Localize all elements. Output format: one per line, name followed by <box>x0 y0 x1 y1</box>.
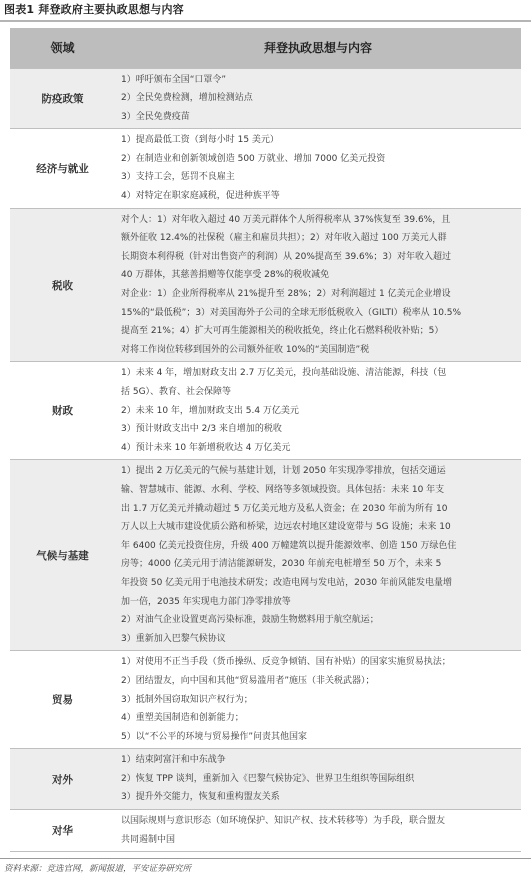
policy-content-cell <box>115 810 521 852</box>
policy-content-line: 括 5G）、教育、社会保障等 <box>121 387 232 397</box>
policy-content-line: 以国际规则与意识形态（如环境保护、知识产权、技术转移等）为手段，联合盟友 <box>121 816 446 827</box>
title-divider <box>0 20 531 22</box>
policy-content-line: 15%的“最低税”；3）对美国海外子公司的全球无形低税收入（GILTI）税率从 10.5% <box>121 307 462 318</box>
table-row <box>10 362 521 460</box>
policy-area-label: 气候与基建 <box>10 460 115 651</box>
policy-area-label: 经济与就业 <box>10 129 115 208</box>
policy-content-cell <box>115 129 521 208</box>
policy-content-line: 对企业：1）企业所得税率从 21%提升至 28%；2）对利润超过 1 亿美元企业增设 <box>121 289 451 300</box>
table-row <box>10 460 521 651</box>
policy-content-line: 1）对使用不正当手段（货币操纵、反竞争倾销、国有补贴）的国家实施贸易执法； <box>121 657 451 668</box>
column-header-content: 拜登执政思想与内容 <box>115 28 521 68</box>
policy-content-line: 3）提升外交能力，恢复和重构盟友关系 <box>121 792 280 803</box>
policy-content-line: 5）以“不公平的环境与贸易操作”问责其他国家 <box>121 731 308 742</box>
policy-content-line: 3）预计财政支出中 2/3 来自增加的税收 <box>121 424 282 435</box>
policy-content-line: 加一倍，2035 年实现电力部门净零排放等 <box>121 596 291 607</box>
policy-content-cell <box>115 460 521 651</box>
policy-area-label: 对华 <box>10 810 115 852</box>
policy-table <box>10 28 521 852</box>
policy-content-line: 4）重塑美国制造和创新能力； <box>121 713 244 724</box>
table-row <box>10 749 521 810</box>
policy-content-line: 2）未来 10 年，增加财政支出 5.4 万亿美元 <box>121 405 299 416</box>
table-row <box>10 208 521 362</box>
policy-area-label: 税收 <box>10 208 115 362</box>
policy-content-line: 额外征收 12.4%的社保税（雇主和雇员共担）；2）对年收入超过 100 万美元人群 <box>121 233 447 244</box>
policy-content-line: 3）抵制外国窃取知识产权行为； <box>121 694 253 705</box>
policy-content-line: 1）呼吁颁布全国“口罩令” <box>121 74 227 85</box>
table-header-row <box>10 28 521 68</box>
policy-content-line: 提高至 21%；4）扩大可再生能源相关的税收抵免，终止化石燃料税收补贴；5） <box>121 326 444 337</box>
policy-content-line: 4）对特定在职家庭减税，促进种族平等 <box>121 191 280 202</box>
policy-area-label: 对外 <box>10 749 115 810</box>
footer-divider <box>0 858 531 859</box>
policy-area-label: 财政 <box>10 362 115 460</box>
policy-area-label: 防疫政策 <box>10 68 115 129</box>
policy-content-line: 2）全民免费检测，增加检测站点 <box>121 93 253 104</box>
policy-content-line: 1）提高最低工资（到每小时 15 美元） <box>121 135 279 146</box>
policy-content-line: 对个人：1）对年收入超过 40 万美元群体个人所得税率从 37%恢复至 39.6%，且 <box>121 214 451 225</box>
table-row <box>10 810 521 852</box>
policy-content-line: 1）结束阿富汗和中东战争 <box>121 755 226 766</box>
policy-content-line: 输、智慧城市、能源、水利、学校、网络等多领域投资。具体包括：未来 10 年支 <box>121 484 445 495</box>
policy-content-line: 万人以上大城市建设优质公路和桥梁，边远农村地区建设宽带与 5G 设施；未来 10 <box>121 522 451 533</box>
policy-content-line: 1）未来 4 年，增加财政支出 2.7 万亿美元，投向基础设施、清洁能源，科技（包 <box>121 368 447 379</box>
policy-content-line: 1）提出 2 万亿美元的气候与基建计划，计划 2050 年实现净零排放，包括交通运 <box>121 466 446 477</box>
policy-content-line: 4）预计未来 10 年新增税收达 4 万亿美元 <box>121 442 291 453</box>
policy-content-cell <box>115 749 521 810</box>
policy-content-line: 3）全民免费疫苗 <box>121 111 190 122</box>
policy-content-line: 长期资本利得税（针对出售资产的利润）从 20%提高至 39.6%；3）对年收入超过 <box>121 251 452 262</box>
table-row <box>10 129 521 208</box>
policy-content-line: 2）对油气企业设置更高污染标准，鼓励生物燃料用于航空航运； <box>121 615 379 626</box>
policy-content-cell <box>115 362 521 460</box>
policy-content-line: 3）支持工会，惩罚不良雇主 <box>121 172 235 183</box>
policy-content-line: 2）团结盟友，向中国和其他“贸易滥用者”施压（非关税武器）； <box>121 675 375 686</box>
policy-content-line: 2）恢复 TPP 谈判，重新加入《巴黎气候协定》、世界卫生组织等国际组织 <box>121 773 415 784</box>
policy-content-line: 年 6400 亿美元投资住房，升级 400 万幢建筑以提升能源效率、创造 150 万绿色住 <box>121 540 457 551</box>
source-note: 资料来源：竞选官网，新闻报道，平安证券研究所 <box>4 864 192 874</box>
policy-content-line: 40 万群体，其慈善捐赠等仅能享受 28%的税收减免 <box>121 270 330 281</box>
table-row <box>10 651 521 749</box>
policy-content-line: 房等；4000 亿美元用于清洁能源研发，2030 年前充电桩增至 50 万个，未来 5 <box>121 559 442 570</box>
policy-content-cell <box>115 68 521 129</box>
table-row <box>10 68 521 129</box>
policy-content-line: 3）重新加入巴黎气候协议 <box>121 633 226 644</box>
policy-content-line: 出 1.7 万亿美元并撬动超过 5 万亿美元地方及私人资金；在 2030 年前为所有 10 <box>121 503 448 514</box>
policy-content-cell <box>115 651 521 749</box>
policy-content-line: 对将工作岗位转移到国外的公司额外征收 10%的“美国制造”税 <box>121 344 370 355</box>
column-header-area: 领域 <box>10 28 115 68</box>
policy-content-line: 2）在制造业和创新领域创造 500 万就业、增加 7000 亿美元投资 <box>121 153 386 164</box>
policy-content-line: 共同遏制中国 <box>121 834 176 845</box>
table-body <box>10 68 521 852</box>
policy-content-line: 年投资 50 亿美元用于电池技术研发；改造电网与发电站，2030 年前风能发电量增 <box>121 577 452 588</box>
policy-area-label: 贸易 <box>10 651 115 749</box>
figure-title: 图表1 拜登政府主要执政思想与内容 <box>4 3 184 16</box>
policy-content-cell <box>115 208 521 362</box>
